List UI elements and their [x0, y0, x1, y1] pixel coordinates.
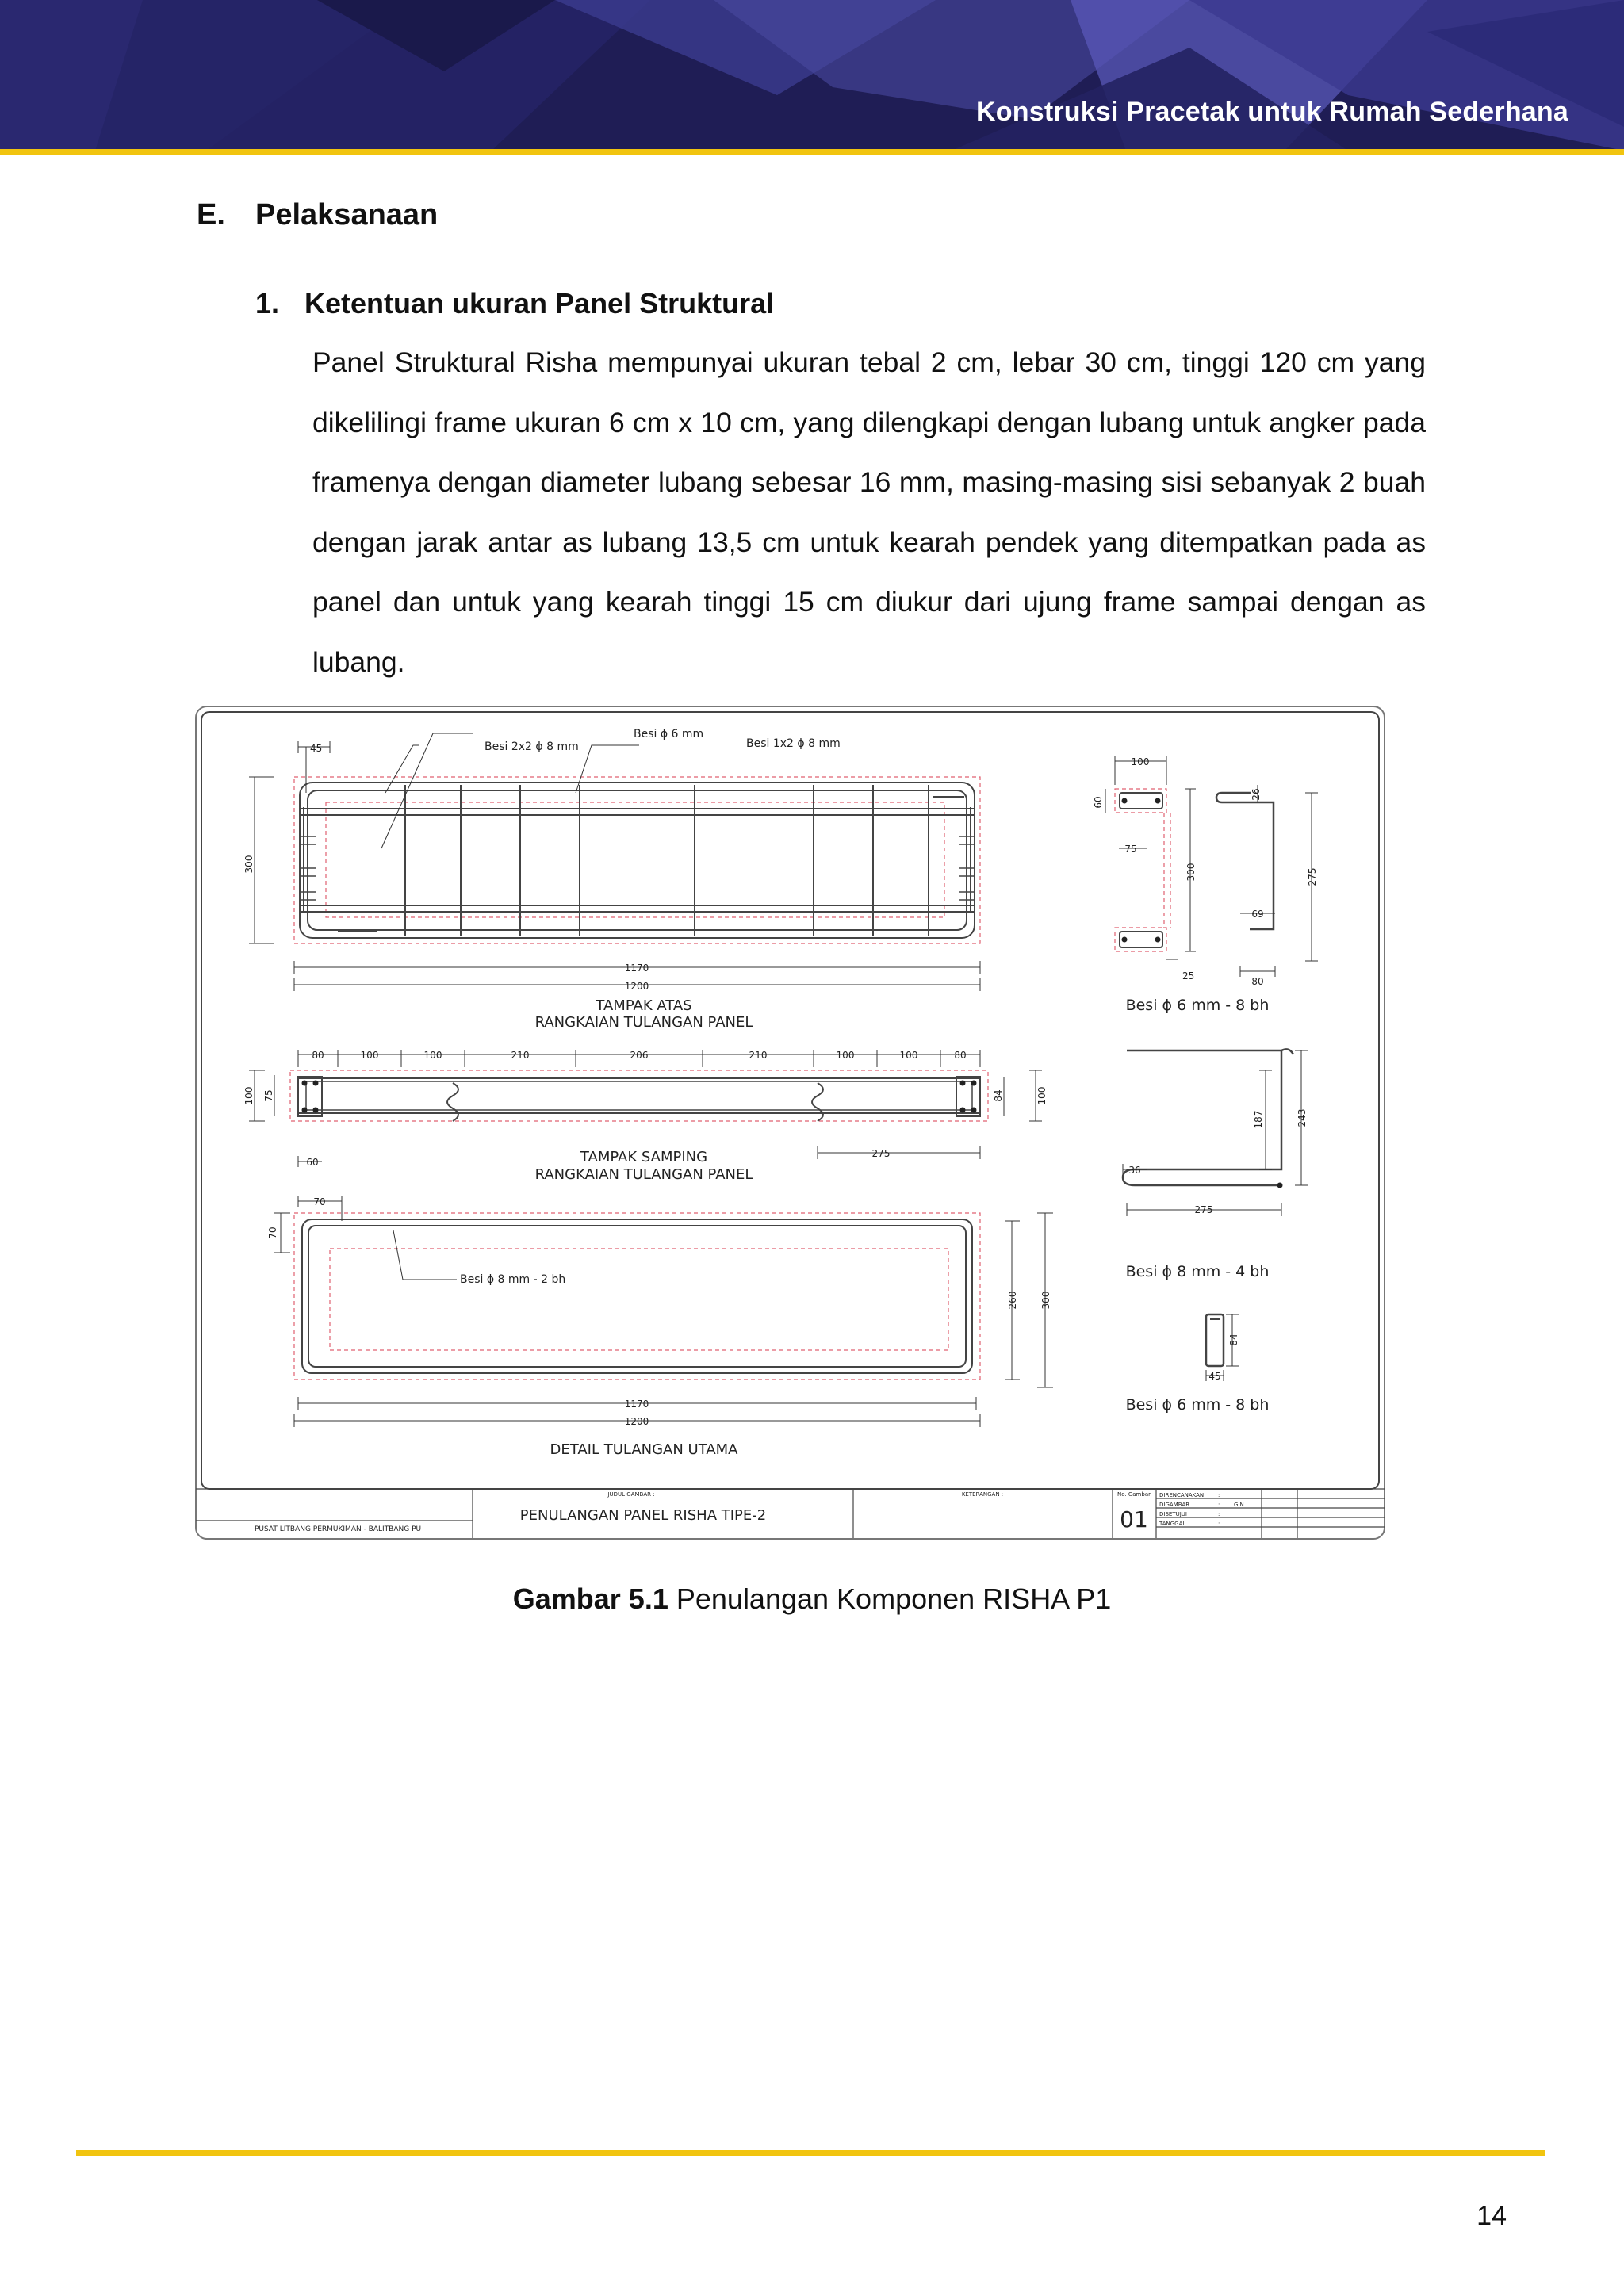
top-view-subtitle: RANGKAIAN TULANGAN PANEL: [534, 1014, 753, 1031]
running-header-title: Konstruksi Pracetak untuk Rumah Sederhana: [976, 97, 1568, 127]
side-dim-7: 100: [836, 1050, 855, 1061]
stirrup-dim-75: 75: [1124, 844, 1137, 855]
side-dim-3: 100: [423, 1050, 442, 1061]
hook-dim-36: 36: [1128, 1165, 1141, 1176]
drawing-svg: [195, 706, 1385, 1540]
side-dim-2: 100: [360, 1050, 379, 1061]
section-heading: [197, 198, 438, 232]
section-title: Pelaksanaan: [255, 198, 439, 232]
footer-rule: [76, 2150, 1545, 2156]
side-dim-5: 206: [630, 1050, 649, 1061]
top-view-title: TAMPAK ATAS: [596, 997, 692, 1014]
small-stirrup-label: Besi ϕ 6 mm - 8 bh: [1125, 1396, 1270, 1414]
disetujui-label: DISETUJUI: [1159, 1511, 1187, 1517]
hook-dim-187: 187: [1253, 1110, 1264, 1129]
dim-45: 45: [310, 743, 323, 754]
hook-dim-243: 243: [1297, 1108, 1308, 1127]
judul-label: JUDUL GAMBAR :: [607, 1491, 655, 1498]
digambar-value: GIN: [1234, 1502, 1244, 1508]
side-dim-75: 75: [263, 1089, 274, 1102]
dim-300: 300: [243, 855, 255, 874]
side-dim-1: 80: [312, 1050, 324, 1061]
side-dim-60: 60: [306, 1157, 319, 1168]
body-paragraph: Panel Struktural Risha mempunyai ukuran tebal 2 cm, lebar 30 cm, tinggi 120 cm yang dikelilingi frame ukuran 6 cm x 10 cm, yang dilengkapi dengan lubang untuk angker pada framenya dengan diameter lubang sebesar 16 mm, masing-masing sisi sebanyak 2 buah dengan jarak antar as lubang 13,5 cm untuk kearah pendek yang ditempatkan pada as panel dan untuk yang kearah tinggi 15 cm diukur dari ujung frame sampai dengan as lubang.: [312, 346, 1426, 678]
direncanakan-label: DIRENCANAKAN: [1159, 1492, 1205, 1498]
technical-drawing: [195, 706, 1385, 1540]
dim-1170: 1170: [624, 962, 649, 974]
disetujui-colon: :: [1218, 1511, 1220, 1517]
drawing-title: PENULANGAN PANEL RISHA TIPE-2: [519, 1507, 767, 1524]
section-letter: E.: [197, 198, 225, 232]
detail-dim-70-left: 70: [267, 1226, 278, 1239]
page-header: [0, 0, 1624, 155]
small-dim-45: 45: [1208, 1371, 1221, 1382]
subsection-number: 1.: [255, 287, 280, 320]
stirrup-dim-60: 60: [1093, 796, 1104, 809]
page-number: 14: [1477, 2201, 1507, 2231]
side-dim-275: 275: [871, 1148, 891, 1159]
detail-dim-1200: 1200: [624, 1416, 649, 1427]
digambar-label: DIGAMBAR: [1159, 1502, 1190, 1508]
side-dim-6: 210: [749, 1050, 768, 1061]
stirrup-dim-69: 69: [1251, 909, 1264, 920]
subsection-title: Ketentuan ukuran Panel Struktural: [304, 287, 775, 320]
detail-dim-70-top: 70: [313, 1196, 326, 1207]
no-gambar: 01: [1120, 1506, 1148, 1533]
institution-name: PUSAT LITBANG PERMUKIMAN - BALITBANG PU: [255, 1525, 422, 1533]
label-besi-6: Besi ϕ 6 mm: [634, 728, 704, 740]
direncanakan-colon: :: [1218, 1492, 1220, 1498]
side-dim-100-left: 100: [243, 1086, 255, 1105]
stirrup-dim-25: 25: [1182, 970, 1195, 982]
stirrup-label: Besi ϕ 6 mm - 8 bh: [1125, 997, 1270, 1014]
tanggal-colon: :: [1218, 1521, 1220, 1527]
stirrup-dim-80: 80: [1251, 976, 1264, 987]
stirrup-dim-300: 300: [1185, 863, 1197, 882]
side-dim-8: 100: [899, 1050, 918, 1061]
dim-1200: 1200: [624, 981, 649, 992]
detail-view-title: DETAIL TULANGAN UTAMA: [550, 1441, 738, 1458]
side-dim-4: 210: [511, 1050, 530, 1061]
subsection-heading: [255, 287, 774, 320]
small-dim-84: 84: [1228, 1334, 1239, 1346]
tanggal-label: TANGGAL: [1159, 1521, 1186, 1527]
figure-caption-text: Penulangan Komponen RISHA P1: [668, 1582, 1112, 1615]
hook-dim-275: 275: [1194, 1204, 1213, 1215]
figure-caption: [0, 1582, 1624, 1616]
detail-dim-300: 300: [1040, 1291, 1051, 1310]
no-gambar-label: No. Gambar: [1117, 1491, 1151, 1498]
stirrup-dim-275: 275: [1307, 867, 1318, 886]
side-dim-9: 80: [954, 1050, 967, 1061]
detail-label-besi: Besi ϕ 8 mm - 2 bh: [460, 1273, 566, 1286]
detail-dim-1170: 1170: [624, 1399, 649, 1410]
hook-label: Besi ϕ 8 mm - 4 bh: [1125, 1263, 1270, 1280]
stirrup-dim-100: 100: [1131, 756, 1150, 767]
label-besi-1x2: Besi 1x2 ϕ 8 mm: [746, 737, 841, 750]
stirrup-dim-26: 26: [1251, 788, 1262, 801]
side-view-title: TAMPAK SAMPING: [580, 1149, 708, 1165]
detail-dim-260: 260: [1007, 1291, 1018, 1310]
header-background: [0, 0, 1624, 155]
side-dim-84: 84: [993, 1089, 1004, 1102]
digambar-colon: :: [1218, 1502, 1220, 1508]
side-dim-100-right: 100: [1036, 1086, 1048, 1105]
keterangan-label: KETERANGAN :: [961, 1491, 1004, 1498]
figure-caption-label: Gambar 5.1: [512, 1582, 668, 1615]
label-besi-2x2: Besi 2x2 ϕ 8 mm: [485, 740, 579, 753]
side-view-subtitle: RANGKAIAN TULANGAN PANEL: [534, 1166, 753, 1183]
